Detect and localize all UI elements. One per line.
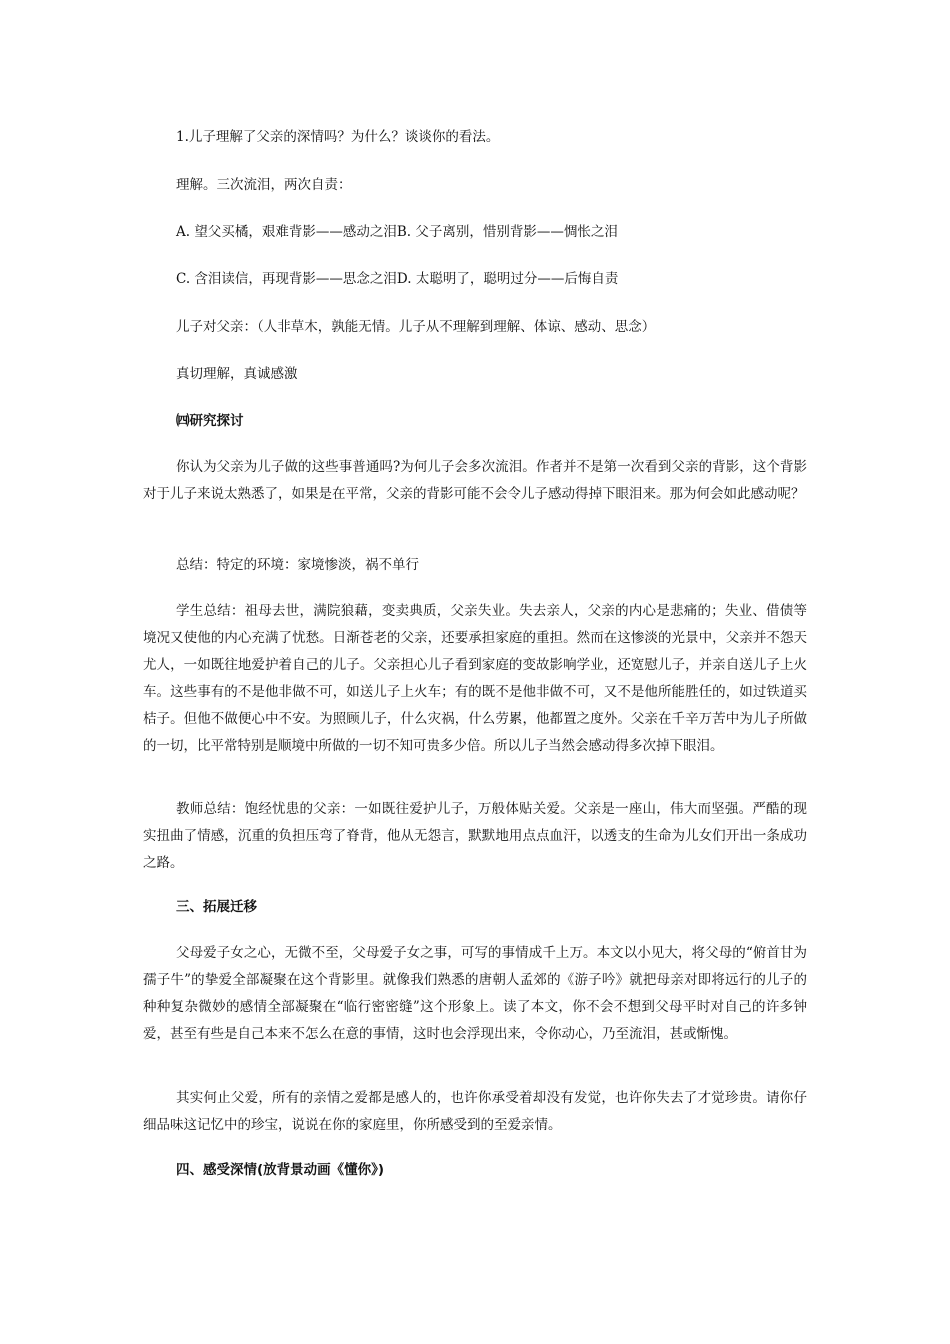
section-heading-extension: 三、拓展迁移 — [176, 899, 257, 915]
answer-intro: 理解。三次流泪，两次自责： — [176, 177, 352, 193]
extension-paragraph-2: 其实何止父爱，所有的亲情之爱都是感人的，也许你承受着却没有发觉，也许你失去了才觉珍贵。请你仔细品味这记忆中的珍宝，说说在你的家庭里，你所感受到的至爱亲情。 — [143, 1090, 807, 1133]
extension-paragraph-1: 父母爱子女之心，无微不至，父母爱子女之事，可写的事情成千上万。本文以小见大，将父母的“俯首甘为孺子牛”的挚爱全部凝聚在这个背影里。就像我们熟悉的唐朝人孟郊的《游子吟》就把母亲对即将远行的儿子的种种复杂微妙的感情全部凝聚在“临行密密缝”这个形象上。读了本文，你不会不想到父母平时对自己的许多钟爱，甚至有些是自己本来不怎么在意的事情，这时也会浮现出来，令你动心，乃至流泪，甚或惭愧。 — [143, 945, 807, 1042]
son-to-father: 儿子对父亲：（人非草木，孰能无情。儿子从不理解到理解、体谅、感动、思念） — [176, 319, 656, 335]
conclusion: 真切理解，真诚感激 — [176, 366, 298, 382]
research-question-paragraph: 你认为父亲为儿子做的这些事普通吗?为何儿子会多次流泪。作者并不是第一次看到父亲的背影，这个背影对于儿子来说太熟悉了，如果是在平常，父亲的背影可能不会令儿子感动得掉下眼泪来。那为何会如此感动呢？ — [143, 459, 807, 502]
section-heading-research: ㈣研究探讨 — [176, 413, 244, 429]
teacher-summary-paragraph: 教师总结：饱经忧患的父亲：一如既往爱护儿子，万般体贴关爱。父亲是一座山，伟大而坚强。严酷的现实扭曲了情感，沉重的负担压弯了脊背，他从无怨言，默默地用点点血汗，以透支的生命为儿女们开出一条成功之路。 — [143, 801, 807, 871]
list-item-cd: C. 含泪读信，再现背影——思念之泪D. 太聪明了，聪明过分——后悔自责 — [176, 271, 619, 287]
question-1: 1.儿子理解了父亲的深情吗？为什么？谈谈你的看法。 — [176, 129, 500, 145]
list-item-ab: A. 望父买橘，艰难背影——感动之泪B. 父子离别，惜别背影——惆怅之泪 — [176, 224, 618, 240]
student-summary-paragraph: 学生总结：祖母去世，满院狼藉，变卖典质，父亲失业。失去亲人，父亲的内心是悲痛的；失业、借债等境况又使他的内心充满了忧愁。日渐苍老的父亲，还要承担家庭的重担。然而在这惨淡的光景中，父亲并不怨天尤人，一如既往地爱护着自己的儿子。父亲担心儿子看到家庭的变故影响学业，还宽慰儿子，并亲自送儿子上火车。这些事有的不是他非做不可，如送儿子上火车；有的既不是他非做不可，又不是他所能胜任的，如过铁道买桔子。但他不做便心中不安。为照顾儿子，什么灾祸，什么劳累，他都置之度外。父亲在千辛万苦中为儿子所做的一切，比平常特别是顺境中所做的一切不知可贵多少倍。所以儿子当然会感动得多次掉下眼泪。 — [143, 603, 807, 754]
section-heading-feel: 四、感受深情(放背景动画《懂你》) — [176, 1162, 385, 1178]
summary-line: 总结：特定的环境：家境惨淡，祸不单行 — [176, 557, 419, 573]
